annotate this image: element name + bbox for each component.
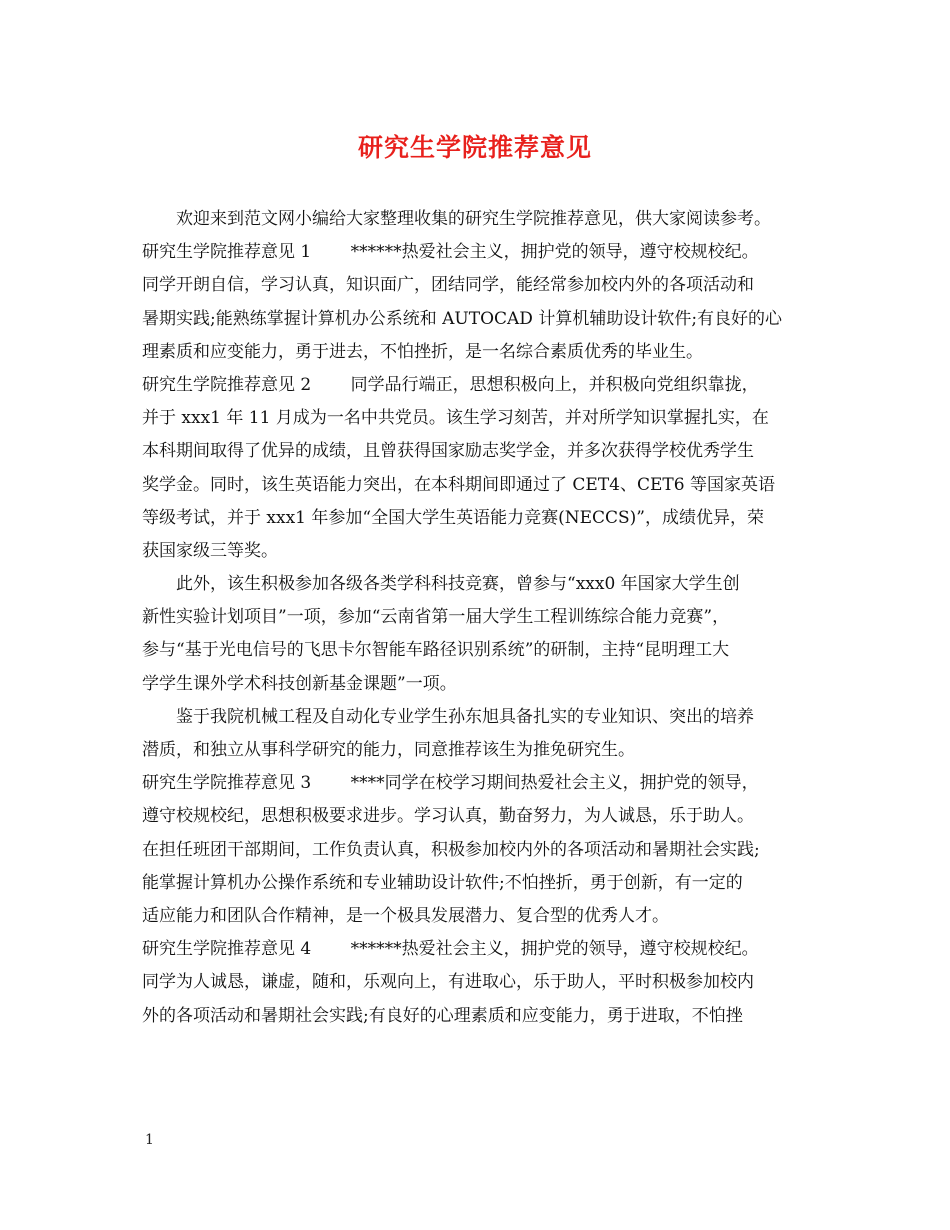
body-line: 在担任班团干部期间，工作负责认真，积极参加校内外的各项活动和暑期社会实践; bbox=[142, 839, 760, 860]
body-line: 此外，该生积极参加各级各类学科科技竞赛，曾参与“xxx0 年国家大学生创 bbox=[176, 574, 740, 595]
body-line: 欢迎来到范文网小编给大家整理收集的研究生学院推荐意见，供大家阅读参考。 bbox=[176, 209, 771, 229]
body-line: 参与“基于光电信号的飞思卡尔智能车路径识别系统”的研制，主持“昆明理工大 bbox=[142, 640, 730, 661]
body-line: 能掌握计算机办公操作系统和专业辅助设计软件;不怕挫折，勇于创新，有一定的 bbox=[142, 872, 743, 893]
body-line: 遵守校规校纪，思想积极要求进步。学习认真，勤奋努力，为人诚恳，乐于助人。 bbox=[142, 806, 754, 827]
body-line: 研究生学院推荐意见 1 ******热爱社会主义，拥护党的领导，遵守校规校纪。 bbox=[142, 242, 759, 263]
body-line: 鉴于我院机械工程及自动化专业学生孙东旭具备扎实的专业知识、突出的培养 bbox=[176, 706, 754, 727]
document-body bbox=[142, 203, 822, 1033]
body-line: 研究生学院推荐意见 3 ****同学在校学习期间热爱社会主义，拥护党的领导， bbox=[142, 773, 759, 794]
body-line: 研究生学院推荐意见 2 同学品行端正，思想积极向上，并积极向党组织靠拢， bbox=[142, 374, 759, 395]
body-line: 潜质，和独立从事科学研究的能力，同意推荐该生为推免研究生。 bbox=[142, 740, 635, 760]
body-line: 学学生课外学术科技创新基金课题”一项。 bbox=[142, 673, 457, 694]
body-line: 外的各项活动和暑期社会实践;有良好的心理素质和应变能力，勇于进取，不怕挫 bbox=[142, 1005, 743, 1026]
body-line: 同学开朗自信，学习认真，知识面广，团结同学，能经常参加校内外的各项活动和 bbox=[142, 275, 754, 296]
page-number: 1 bbox=[145, 1132, 154, 1148]
body-line: 等级考试，并于 xxx1 年参加“全国大学生英语能力竞赛(NECCS)”，成绩优异，荣 bbox=[142, 507, 764, 528]
body-line: 研究生学院推荐意见 4 ******热爱社会主义，拥护党的领导，遵守校规校纪。 bbox=[142, 939, 759, 960]
body-line: 适应能力和团队合作精神，是一个极具发展潜力、复合型的优秀人才。 bbox=[142, 905, 669, 926]
body-line: 理素质和应变能力，勇于进去，不怕挫折，是一名综合素质优秀的毕业生。 bbox=[142, 341, 703, 362]
body-line: 本科期间取得了优异的成绩，且曾获得国家励志奖学金，并多次获得学校优秀学生 bbox=[142, 441, 754, 462]
body-line: 奖学金。同时，该生英语能力突出，在本科期间即通过了 CET4、CET6 等国家英语 bbox=[142, 474, 775, 495]
body-line: 获国家级三等奖。 bbox=[142, 540, 278, 561]
body-line: 暑期实践;能熟练掌握计算机办公系统和 AUTOCAD 计算机辅助设计软件;有良好的心 bbox=[142, 308, 783, 329]
document-title: 研究生学院推荐意见 bbox=[357, 133, 592, 162]
body-line: 并于 xxx1 年 11 月成为一名中共党员。该生学习刻苦，并对所学知识掌握扎实，在 bbox=[142, 408, 769, 429]
body-line: 新性实验计划项目”一项，参加“云南省第一届大学生工程训练综合能力竞赛”， bbox=[142, 607, 730, 628]
body-line: 同学为人诚恳，谦虚，随和，乐观向上，有进取心，乐于助人，平时积极参加校内 bbox=[142, 972, 754, 993]
